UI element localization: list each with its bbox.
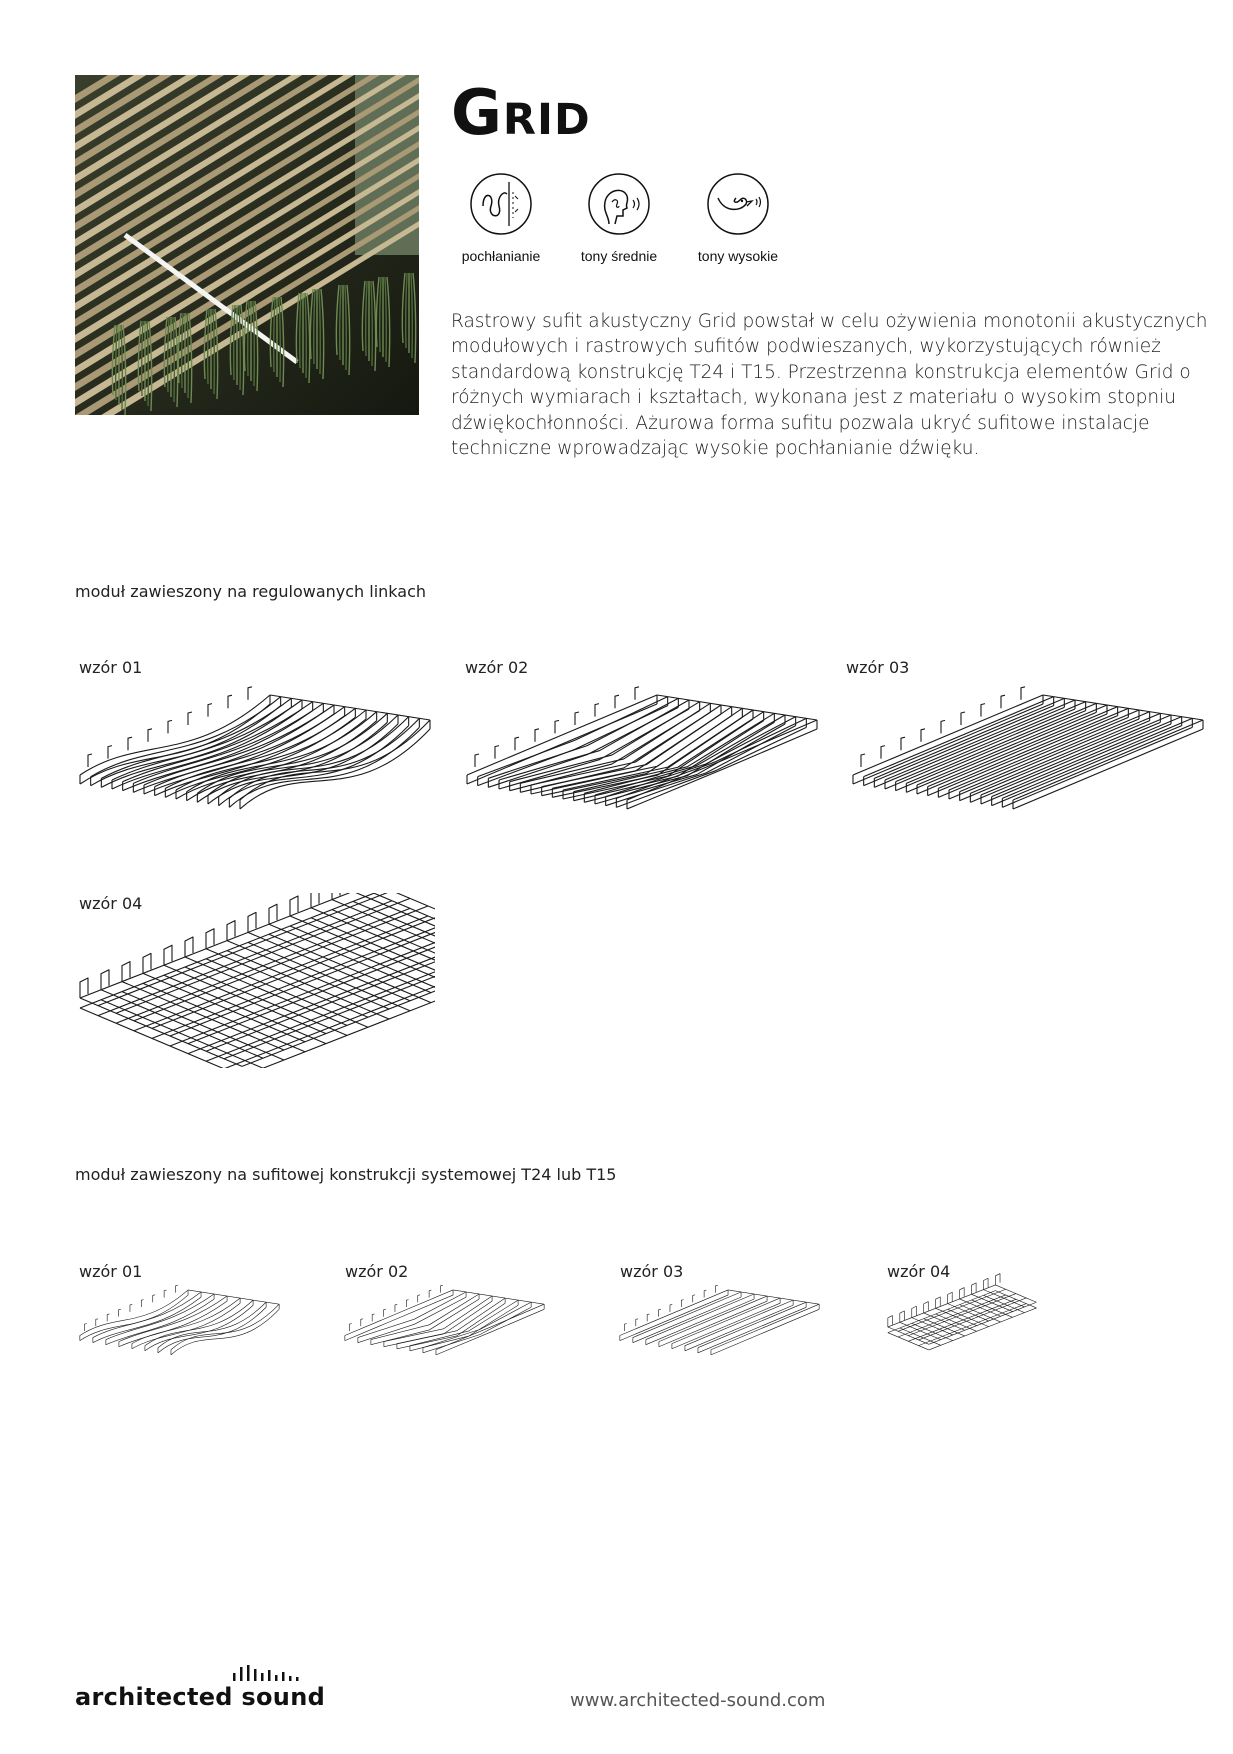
straight-pattern-drawing-small bbox=[617, 1262, 822, 1372]
brand-name: architected sound bbox=[75, 1683, 326, 1711]
pattern-label: wzór 03 bbox=[620, 1262, 684, 1281]
pattern-label: wzór 01 bbox=[79, 1262, 143, 1281]
hero-photo bbox=[75, 75, 419, 415]
website-link[interactable]: www.architected-sound.com bbox=[570, 1690, 826, 1711]
soundwave-icon bbox=[233, 1665, 313, 1683]
mid-tones-icon bbox=[587, 172, 651, 236]
feature-label: tony średnie bbox=[580, 248, 658, 264]
wave-pattern-drawing bbox=[75, 655, 435, 830]
brand-logo[interactable] bbox=[75, 1665, 325, 1711]
folded-pattern-drawing bbox=[462, 655, 822, 830]
absorption-icon bbox=[469, 172, 533, 236]
feature-absorption bbox=[446, 172, 556, 264]
pattern-label: wzór 04 bbox=[79, 894, 143, 913]
grid-pattern-drawing-small bbox=[885, 1262, 1090, 1372]
feature-label: tony wysokie bbox=[697, 248, 779, 264]
product-description: Rastrowy sufit akustyczny Grid powstał w celu ożywienia monotonii akustycznych modułowych i rastrowych sufitów podwieszanych, wykorzystujących również standardową konstrukcję T24 i T15. Przestrzenna konstrukcja elementów Grid o różnych wymiarach i kształtach, wykonana jest z materiału o wysokim stopniu dźwiękochłonności. Ażurowa forma sufitu pozwala ukryć sufitowe instalacje techniczne wprowadzając wysokie pochłanianie dźwięku. bbox=[451, 311, 1208, 460]
section-label-system: moduł zawieszony na sufitowej konstrukcji systemowej T24 lub T15 bbox=[75, 1165, 617, 1184]
section-label-cables: moduł zawieszony na regulowanych linkach bbox=[75, 582, 427, 601]
folded-pattern-drawing-small bbox=[342, 1262, 547, 1372]
pattern-label: wzór 04 bbox=[887, 1262, 951, 1281]
straight-pattern-drawing bbox=[843, 655, 1213, 830]
feature-high-tones bbox=[683, 172, 793, 264]
page-title: Grid bbox=[451, 76, 591, 149]
pattern-label: wzór 02 bbox=[345, 1262, 409, 1281]
pattern-label: wzór 01 bbox=[79, 658, 143, 677]
wave-pattern-drawing-small bbox=[77, 1262, 282, 1372]
feature-mid-tones bbox=[564, 172, 674, 264]
pattern-label: wzór 02 bbox=[465, 658, 529, 677]
pattern-label: wzór 03 bbox=[846, 658, 910, 677]
grid-pattern-drawing bbox=[75, 893, 435, 1068]
feature-label: pochłanianie bbox=[461, 248, 541, 264]
high-tones-icon bbox=[706, 172, 770, 236]
